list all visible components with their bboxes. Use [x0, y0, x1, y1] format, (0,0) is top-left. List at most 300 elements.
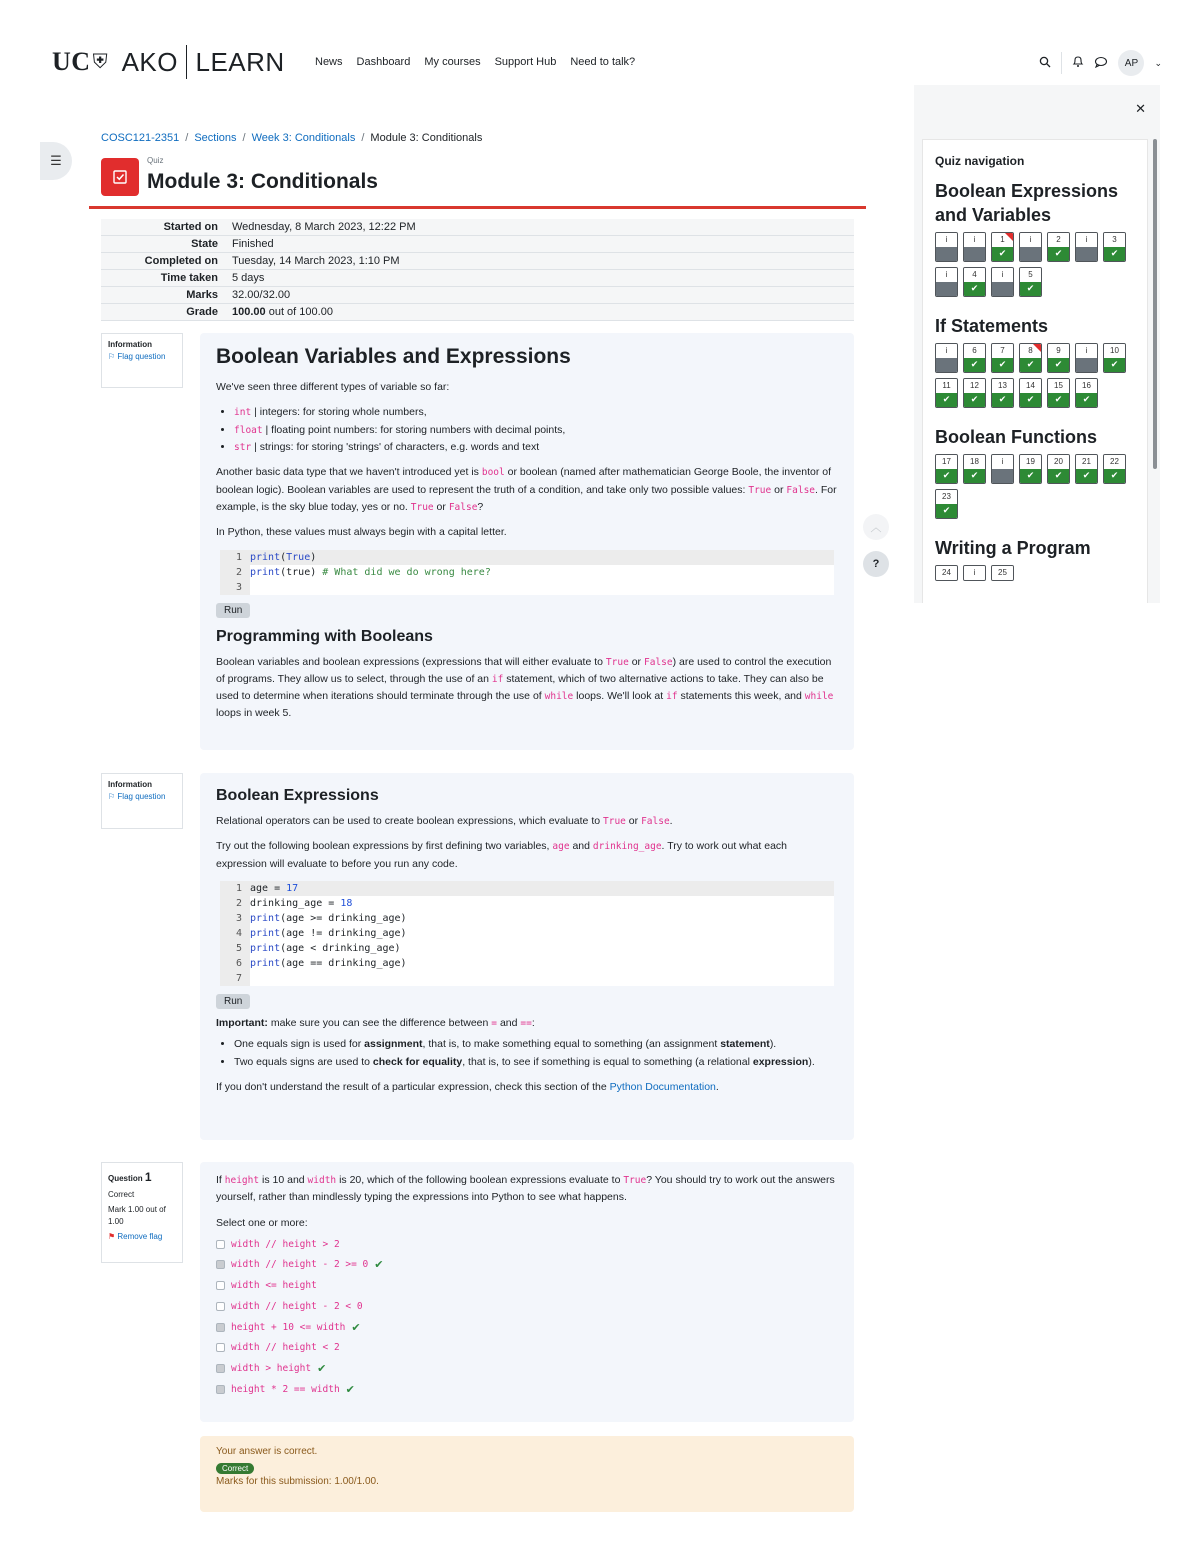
question-info-box: [101, 1162, 183, 1263]
quiz-nav-button[interactable]: [935, 232, 958, 262]
answer-option[interactable]: [216, 1358, 838, 1379]
quiz-nav-button-row: [935, 565, 1135, 581]
flag-question-label: Flag question: [117, 792, 166, 801]
breadcrumb-separator: /: [185, 132, 189, 144]
answer-option[interactable]: [216, 1317, 838, 1338]
quiz-nav-button-number: 8: [1020, 344, 1041, 358]
text: loops in week 5.: [216, 707, 292, 720]
answer-option[interactable]: [216, 1255, 838, 1276]
code-token: (true): [280, 566, 323, 578]
correct-check-icon: ✔: [936, 504, 957, 518]
info-panel-boolean-variables: [200, 333, 854, 750]
inline-code: float: [234, 424, 263, 436]
quiz-nav-button-number: 19: [1020, 455, 1041, 469]
table-row: [101, 253, 854, 270]
answer-checkbox[interactable]: [216, 1281, 225, 1290]
info-title: Information: [108, 340, 152, 349]
attempt-summary-table: [101, 219, 854, 321]
breadcrumb-sections[interactable]: Sections: [194, 132, 237, 144]
quiz-nav-button-number: 24: [936, 566, 957, 580]
answer-option[interactable]: [216, 1337, 838, 1358]
drawer-scrollbar[interactable]: [1153, 139, 1157, 469]
quiz-nav-button-number: 16: [1076, 379, 1097, 393]
flag-question-link[interactable]: [108, 351, 176, 363]
question-text: [216, 1172, 838, 1207]
answer-option[interactable]: [216, 1379, 838, 1400]
quiz-nav-button-number: 1: [992, 233, 1013, 247]
code-token: (: [280, 551, 287, 563]
summary-value: Finished: [226, 236, 854, 253]
type-list: [234, 404, 838, 456]
summary-value: Tuesday, 14 March 2023, 1:10 PM: [226, 253, 854, 270]
answer-text: width // height - 2 < 0: [231, 1300, 363, 1312]
answer-text: width <= height: [231, 1280, 317, 1292]
summary-label: Time taken: [101, 270, 226, 287]
answer-text: width > height: [231, 1362, 312, 1374]
quiz-nav-button[interactable]: [1075, 232, 1098, 262]
remove-flag-link[interactable]: [108, 1231, 176, 1243]
quiz-nav-button[interactable]: [1047, 232, 1070, 262]
answer-option[interactable]: [216, 1275, 838, 1296]
site-logo[interactable]: [52, 45, 285, 79]
code-token: print: [250, 551, 281, 563]
line-number: 2: [220, 565, 250, 580]
nav-support-hub[interactable]: Support Hub: [494, 56, 557, 68]
info-title: Information: [108, 780, 152, 789]
quiz-nav-button-number: 12: [964, 379, 985, 393]
inline-code: age: [552, 841, 570, 853]
quiz-nav-button-number: 14: [1020, 379, 1041, 393]
code-line: [220, 911, 834, 926]
quiz-nav-button[interactable]: [1047, 378, 1070, 408]
answer-checkbox[interactable]: [216, 1302, 225, 1311]
code-line: [220, 881, 834, 896]
quiz-nav-section-title: Boolean Expressions and Variables: [935, 181, 1119, 225]
info-status-icon: [936, 358, 957, 372]
inline-code: width: [307, 1175, 337, 1186]
code-number: 18: [340, 897, 353, 909]
inline-code: True: [748, 484, 772, 496]
question-status: Correct: [108, 1190, 135, 1199]
breadcrumb-course[interactable]: COSC121-2351: [101, 132, 180, 144]
summary-value: [226, 304, 854, 321]
text: and: [569, 840, 593, 853]
quiz-navigation-block: [922, 139, 1148, 603]
text: Boolean variables and boolean expressions (expressions that will either evaluate to: [216, 655, 606, 668]
quiz-nav-button[interactable]: [991, 343, 1014, 373]
inline-code: height: [224, 1175, 260, 1186]
list-item: [234, 439, 838, 456]
line-number: 7: [220, 971, 250, 986]
text: One equals sign is used for: [234, 1038, 365, 1051]
summary-value: Wednesday, 8 March 2023, 12:22 PM: [226, 219, 854, 236]
quiz-nav-button[interactable]: [963, 454, 986, 484]
correct-check-icon: ✔: [1020, 469, 1041, 483]
quiz-nav-button-number: 20: [1048, 455, 1069, 469]
code-token: print: [250, 957, 281, 969]
inline-code: if: [666, 691, 678, 703]
list-item: [234, 422, 838, 439]
text: or: [433, 500, 449, 513]
notification-bell-icon[interactable]: [1072, 55, 1084, 71]
quiz-nav-button-row: [935, 343, 1135, 408]
nav-dashboard[interactable]: Dashboard: [356, 56, 411, 68]
quiz-nav-button-number: 5: [1020, 268, 1041, 282]
logo-divider: [186, 45, 188, 79]
correct-check-icon: ✔: [1020, 393, 1041, 407]
quiz-nav-button[interactable]: [1047, 454, 1070, 484]
breadcrumb-separator: /: [361, 132, 365, 144]
quiz-nav-button-number: i: [992, 455, 1013, 469]
table-row: [101, 304, 854, 321]
correct-check-icon: ✔: [1104, 469, 1125, 483]
quiz-nav-button-number: 7: [992, 344, 1013, 358]
quiz-nav-section-title: Writing a Program: [935, 537, 1091, 558]
info-status-icon: [936, 282, 957, 296]
quiz-nav-section-title: If Statements: [935, 315, 1049, 336]
quiz-nav-button-number: i: [964, 233, 985, 247]
inline-code: if: [491, 673, 504, 685]
breadcrumb-week[interactable]: Week 3: Conditionals: [251, 132, 356, 144]
code-line: [220, 580, 834, 595]
line-number: 2: [220, 896, 250, 911]
quiz-nav-button[interactable]: [1019, 343, 1042, 373]
list-icon: ☰: [50, 153, 62, 168]
breadcrumb: [101, 132, 482, 144]
code-line: [220, 971, 834, 986]
nav-my-courses[interactable]: My courses: [424, 56, 481, 68]
quiz-nav-button[interactable]: [935, 565, 958, 581]
close-icon[interactable]: ✕: [1135, 101, 1146, 116]
code-line: [220, 550, 834, 565]
text: ?: [477, 500, 484, 513]
text: ? You should try to work out the answers yourself, rather than mindlessly typing the expressions into Python to see what happens.: [216, 1174, 835, 1204]
quiz-nav-button[interactable]: [1019, 454, 1042, 484]
inline-code: True: [603, 816, 626, 827]
answer-options: [216, 1234, 838, 1400]
flag-question-link[interactable]: [108, 791, 176, 803]
correct-check-icon: ✔: [1104, 247, 1125, 261]
code-token: print: [250, 566, 281, 578]
correct-check-icon: ✔: [1048, 358, 1069, 372]
remove-flag-label: Remove flag: [117, 1232, 163, 1241]
info-panel-boolean-expressions: [200, 773, 854, 1140]
ako-logo-text: AKO: [121, 46, 178, 77]
quiz-navigation-title: Quiz navigation: [935, 154, 1025, 168]
quiz-nav-button[interactable]: [991, 454, 1014, 484]
code-line: [220, 941, 834, 956]
answer-text: height + 10 <= width: [231, 1321, 346, 1333]
quiz-navigation-drawer: [914, 85, 1160, 603]
quiz-nav-button-number: i: [936, 344, 957, 358]
inline-code: False: [643, 656, 673, 668]
paragraph: [216, 464, 838, 516]
inline-code: ==: [520, 1017, 532, 1029]
table-row: [101, 287, 854, 304]
quiz-nav-button[interactable]: [963, 343, 986, 373]
line-number: 6: [220, 956, 250, 971]
list-item: [234, 1054, 838, 1071]
back-to-top-button[interactable]: [863, 514, 889, 540]
correct-check-icon: ✔: [1020, 358, 1041, 372]
text: Try out the following boolean expressions by first defining two variables,: [216, 840, 553, 853]
flag-icon: ⚐: [108, 792, 116, 801]
answer-checkbox[interactable]: [216, 1343, 225, 1352]
question-mark-icon: ?: [872, 558, 880, 570]
grade-out-of: out of 100.00: [265, 306, 333, 318]
page-title: Module 3: Conditionals: [147, 170, 378, 193]
answer-checkbox[interactable]: [216, 1240, 225, 1249]
quiz-nav-button[interactable]: [991, 565, 1014, 581]
quiz-nav-button[interactable]: [935, 454, 958, 484]
correct-check-icon: ✔: [374, 1258, 384, 1272]
nav-news[interactable]: News: [315, 56, 343, 68]
text: .: [715, 1080, 719, 1093]
quiz-nav-button[interactable]: [935, 378, 958, 408]
select-prompt: Select one or more:: [216, 1216, 308, 1229]
quiz-nav-button-number: 18: [964, 455, 985, 469]
quiz-nav-button-row: [935, 232, 1135, 297]
list-item-text: | strings: for storing 'strings' of characters, e.g. words and text: [251, 440, 540, 453]
code-token: age =: [250, 882, 287, 894]
correct-check-icon: ✔: [345, 1382, 355, 1396]
quiz-nav-button[interactable]: [935, 267, 958, 297]
text: is 20, which of the following boolean expressions evaluate to: [336, 1174, 624, 1186]
quiz-nav-button-number: 13: [992, 379, 1013, 393]
text: If: [216, 1174, 225, 1186]
text: , that is, to make something equal to something (an assignment: [422, 1038, 721, 1051]
bold-text: expression: [752, 1055, 809, 1068]
correct-check-icon: ✔: [992, 247, 1013, 261]
list-item-text: | integers: for storing whole numbers,: [251, 406, 427, 419]
text: or: [625, 815, 642, 827]
flag-question-label: Flag question: [117, 352, 166, 361]
course-index-toggle[interactable]: [40, 142, 72, 180]
code-editor[interactable]: [220, 550, 834, 595]
activity-type-label: Quiz: [147, 156, 164, 165]
code-token: print: [250, 942, 281, 954]
quiz-nav-button-number: 22: [1104, 455, 1125, 469]
quiz-nav-button-number: 23: [936, 490, 957, 504]
feedback-panel: [200, 1436, 854, 1512]
nav-separator: [1061, 52, 1062, 74]
quiz-nav-button[interactable]: [963, 565, 986, 581]
summary-label: State: [101, 236, 226, 253]
quiz-nav-button[interactable]: [1019, 267, 1042, 297]
answer-option[interactable]: [216, 1296, 838, 1317]
quiz-nav-sections: [935, 180, 1135, 581]
text: Two equals signs are used to: [234, 1055, 373, 1068]
text: make sure you can see the difference between: [267, 1016, 492, 1029]
code-token: ): [310, 551, 317, 563]
correct-check-icon: ✔: [992, 358, 1013, 372]
line-number: 4: [220, 926, 250, 941]
correct-check-icon: ✔: [964, 393, 985, 407]
summary-label: Started on: [101, 219, 226, 236]
flag-icon: ⚑: [108, 1232, 116, 1241]
text: , that is, to see if something is equal to something (a relational: [462, 1055, 753, 1068]
quiz-nav-button-number: i: [1076, 344, 1097, 358]
quiz-nav-button-number: 21: [1076, 455, 1097, 469]
quiz-nav-button[interactable]: [1103, 454, 1126, 484]
run-button[interactable]: Run: [216, 994, 250, 1009]
info-box: [101, 773, 183, 829]
inline-code: =: [491, 1017, 498, 1029]
text: . For example, is the sky blue today, yes or no.: [216, 483, 837, 513]
quiz-nav-button-number: i: [1076, 233, 1097, 247]
line-number: 1: [220, 550, 250, 565]
text: Relational operators can be used to create boolean expressions, which evaluate to: [216, 815, 603, 827]
quiz-nav-section-title: Boolean Functions: [935, 426, 1097, 447]
nav-need-to-talk[interactable]: Need to talk?: [570, 56, 636, 68]
quiz-nav-button-number: 25: [992, 566, 1013, 580]
bold-text: assignment: [364, 1038, 423, 1051]
paragraph: [216, 1079, 838, 1096]
breadcrumb-separator: /: [242, 132, 246, 144]
text: ).: [808, 1055, 815, 1068]
summary-label: Grade: [101, 304, 226, 321]
text: Another basic data type that we haven't introduced yet is: [216, 466, 482, 479]
text: If you don't understand the result of a particular expression, check this section of the: [216, 1080, 610, 1093]
quiz-nav-button[interactable]: [1019, 232, 1042, 262]
text: loops. We'll look at: [573, 690, 667, 703]
help-button[interactable]: [863, 551, 889, 577]
inline-code: while: [804, 691, 834, 703]
correct-check-icon: ✔: [317, 1361, 327, 1375]
quiz-nav-button[interactable]: [935, 489, 958, 519]
quiz-nav-button[interactable]: [1075, 378, 1098, 408]
status-badge: Correct: [216, 1463, 254, 1474]
info-status-icon: [1020, 247, 1041, 261]
paragraph: [216, 654, 838, 723]
quiz-nav-button[interactable]: [991, 232, 1014, 262]
paragraph: [216, 1015, 838, 1032]
answer-checkbox[interactable]: [216, 1385, 225, 1394]
chevron-down-icon[interactable]: ⌄: [1154, 57, 1162, 68]
quiz-nav-button-number: i: [964, 566, 985, 580]
question-panel: [200, 1162, 854, 1422]
quiz-nav-button-number: i: [992, 268, 1013, 282]
text: statements this week, and: [677, 690, 805, 703]
quiz-nav-button-number: i: [936, 268, 957, 282]
code-token: print: [250, 912, 281, 924]
inline-code: while: [544, 691, 574, 703]
correct-check-icon: ✔: [1104, 358, 1125, 372]
info-status-icon: [964, 247, 985, 261]
bold-text: check for equality: [372, 1055, 463, 1068]
paragraph: We've seen three different types of variable so far:: [216, 381, 450, 393]
quiz-nav-button-number: 4: [964, 268, 985, 282]
info-status-icon: [1076, 358, 1097, 372]
code-line: [220, 926, 834, 941]
section-subheading: Boolean Expressions: [216, 787, 379, 804]
quiz-nav-button-number: 6: [964, 344, 985, 358]
code-editor[interactable]: [220, 881, 834, 986]
line-number: 3: [220, 580, 250, 595]
primary-nav: [315, 56, 635, 68]
summary-label: Completed on: [101, 253, 226, 270]
text: or: [628, 655, 644, 668]
answer-text: width // height < 2: [231, 1342, 340, 1354]
quiz-nav-button-number: 11: [936, 379, 957, 393]
avatar[interactable]: AP: [1118, 50, 1144, 76]
quiz-nav-button-number: 9: [1048, 344, 1069, 358]
correct-check-icon: ✔: [1076, 393, 1097, 407]
text: .: [669, 815, 673, 827]
quiz-nav-button[interactable]: [963, 232, 986, 262]
breadcrumb-current: Module 3: Conditionals: [370, 132, 483, 144]
run-button[interactable]: Run: [216, 603, 250, 618]
answer-checkbox[interactable]: [216, 1323, 225, 1332]
quiz-nav-button-row: [935, 454, 1135, 519]
question-label: Question: [108, 1174, 143, 1183]
inline-code: str: [234, 441, 252, 453]
messages-icon[interactable]: [1094, 56, 1108, 71]
answer-text: height * 2 == width: [231, 1383, 340, 1395]
code-token: print: [250, 927, 281, 939]
paragraph: [216, 813, 838, 830]
code-token: (age < drinking_age): [280, 942, 401, 954]
correct-check-icon: ✔: [964, 282, 985, 296]
code-token: (age == drinking_age): [280, 957, 407, 969]
paragraph: [216, 838, 838, 873]
text: statement, which of two alternative actions to take. They can also be used to determine when iterations should terminate through the use of: [216, 672, 824, 703]
flag-icon: ⚐: [108, 352, 116, 361]
quiz-nav-button[interactable]: [991, 378, 1014, 408]
correct-check-icon: ✔: [351, 1320, 361, 1334]
grade-value: 100.00: [232, 306, 266, 318]
quiz-nav-button[interactable]: [1103, 343, 1126, 373]
text: ) are used to control the execution of programs. They allow us to select, through the use of an: [216, 655, 832, 685]
answer-text: width // height - 2 >= 0: [231, 1259, 369, 1271]
equality-list: [234, 1036, 838, 1071]
info-status-icon: [936, 247, 957, 261]
inline-code: True: [605, 656, 629, 668]
quiz-nav-button-number: i: [936, 233, 957, 247]
quiz-nav-button[interactable]: [963, 267, 986, 297]
answer-option[interactable]: [216, 1234, 838, 1255]
quiz-nav-button[interactable]: [935, 343, 958, 373]
quiz-nav-button[interactable]: [1019, 378, 1042, 408]
answer-text: width // height > 2: [231, 1238, 340, 1250]
quiz-nav-button[interactable]: [963, 378, 986, 408]
search-icon[interactable]: [1039, 56, 1051, 71]
summary-label: Marks: [101, 287, 226, 304]
summary-value: 5 days: [226, 270, 854, 287]
text: :: [531, 1016, 535, 1029]
answer-checkbox[interactable]: [216, 1364, 225, 1373]
python-docs-link[interactable]: Python Documentation: [609, 1080, 716, 1093]
code-token: drinking_age =: [250, 897, 341, 909]
table-row: [101, 236, 854, 253]
inline-code: False: [786, 484, 816, 496]
code-token: (age != drinking_age): [280, 927, 407, 939]
text: or: [771, 483, 787, 496]
code-line: [220, 896, 834, 911]
info-status-icon: [992, 282, 1013, 296]
marks-for-submission: Marks for this submission: 1.00/1.00.: [216, 1476, 379, 1487]
quiz-nav-button[interactable]: [991, 267, 1014, 297]
correct-check-icon: ✔: [992, 393, 1013, 407]
inline-code: False: [641, 816, 670, 827]
quiz-nav-button[interactable]: [1047, 343, 1070, 373]
header-divider: [89, 206, 866, 209]
correct-check-icon: ✔: [1020, 282, 1041, 296]
quiz-nav-button[interactable]: [1103, 232, 1126, 262]
quiz-nav-button[interactable]: [1075, 454, 1098, 484]
answer-checkbox[interactable]: [216, 1260, 225, 1269]
quiz-nav-button[interactable]: [1075, 343, 1098, 373]
